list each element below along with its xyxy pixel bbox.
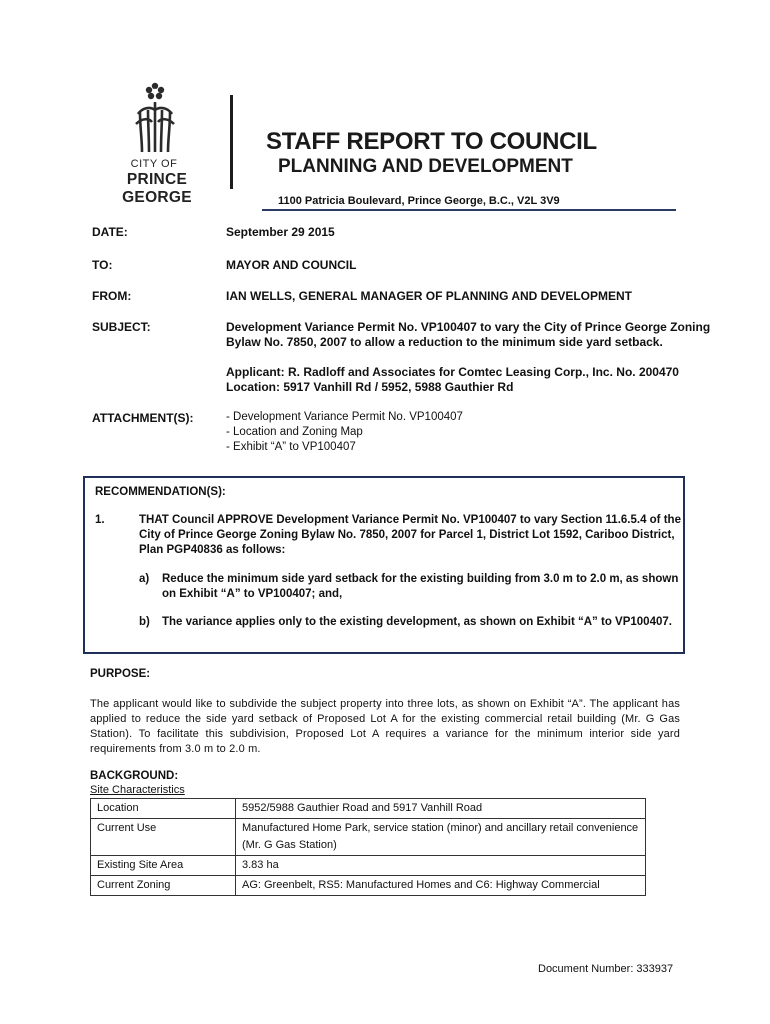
logo-city-text: CITY OF <box>130 158 178 170</box>
item-a-marker: a) <box>139 573 150 585</box>
to-value: MAYOR AND COUNCIL <box>226 258 357 272</box>
table-row <box>91 799 646 819</box>
recommendation-number: 1. <box>95 514 105 526</box>
from-value: IAN WELLS, GENERAL MANAGER OF PLANNING AND DEVELOPMENT <box>226 289 633 303</box>
attachment-item: - Location and Zoning Map <box>226 426 363 438</box>
report-subtitle: PLANNING AND DEVELOPMENT <box>278 156 573 177</box>
item-a-line-1: Reduce the minimum side yard setback for the existing building from 3.0 m to 2.0 m, as shown <box>162 573 679 585</box>
recommendation-text-line-1: THAT Council APPROVE Development Variance Permit No. VP100407 to vary Section 11.6.5.4 of the <box>139 514 681 526</box>
table-cell-value: 3.83 ha <box>236 856 646 876</box>
table-cell-label: Location <box>91 799 236 819</box>
item-b-marker: b) <box>139 616 150 628</box>
subject-line-1: Development Variance Permit No. VP100407 to vary the City of Prince George Zoning <box>226 320 711 334</box>
site-characteristics-table <box>90 798 646 896</box>
date-value: September 29 2015 <box>226 225 335 239</box>
table-cell-value: Manufactured Home Park, service station (minor) and ancillary retail convenience (Mr. G Gas Station) <box>236 819 646 856</box>
table-row <box>91 856 646 876</box>
table-cell-value: AG: Greenbelt, RS5: Manufactured Homes and C6: Highway Commercial <box>236 876 646 896</box>
table-row <box>91 876 646 896</box>
subject-line-2: Bylaw No. 7850, 2007 to allow a reduction to the minimum side yard setback. <box>226 335 663 349</box>
attachments-label: ATTACHMENT(S): <box>92 411 194 425</box>
location-line: Location: 5917 Vanhill Rd / 5952, 5988 Gauthier Rd <box>226 380 514 394</box>
recommendation-text-line-2: City of Prince George Zoning Bylaw No. 7850, 2007 for Parcel 1, District Lot 1592, Cariboo District, <box>139 529 675 541</box>
table-cell-label: Current Use <box>91 819 236 856</box>
table-cell-label: Existing Site Area <box>91 856 236 876</box>
table-cell-label: Current Zoning <box>91 876 236 896</box>
item-b-text: The variance applies only to the existing development, as shown on Exhibit “A” to VP100407. <box>162 616 672 628</box>
report-title: STAFF REPORT TO COUNCIL <box>266 128 597 155</box>
document-number: Document Number: 333937 <box>538 963 674 975</box>
recommendation-text-line-3: Plan PGP40836 as follows: <box>139 544 286 556</box>
attachment-item: - Development Variance Permit No. VP100407 <box>226 411 463 423</box>
header-address: 1100 Patricia Boulevard, Prince George, B.C., V2L 3V9 <box>278 195 560 207</box>
header-divider <box>230 95 233 189</box>
table-cell-value: 5952/5988 Gauthier Road and 5917 Vanhill Road <box>236 799 646 819</box>
recommendation-heading: RECOMMENDATION(S): <box>95 486 226 498</box>
purpose-heading: PURPOSE: <box>90 668 151 680</box>
attachment-item: - Exhibit “A” to VP100407 <box>226 441 356 453</box>
item-a-line-2: on Exhibit “A” to VP100407; and, <box>162 588 343 600</box>
header-rule <box>262 209 676 211</box>
to-label: TO: <box>92 258 113 272</box>
date-label: DATE: <box>92 225 128 239</box>
subject-label: SUBJECT: <box>92 320 151 334</box>
from-label: FROM: <box>92 289 132 303</box>
applicant-line: Applicant: R. Radloff and Associates for Comtec Leasing Corp., Inc. No. 200470 <box>226 365 679 379</box>
site-characteristics-heading: Site Characteristics <box>90 784 185 796</box>
logo-name-text: PRINCE GEORGE <box>122 171 192 206</box>
purpose-paragraph: The applicant would like to subdivide the subject property into three lots, as shown on Exhibit “A”. The applicant has applied to reduce the side yard setback of Proposed Lot A for the existing commercial retail building (Mr. G Gas Station). To facilitate this subdivision, Proposed Lot A requires a variance for the minimum interior side yard requirements from 3.0 m to 2.0 m. <box>90 698 680 755</box>
table-row <box>91 819 646 856</box>
background-heading: BACKGROUND: <box>90 770 179 782</box>
